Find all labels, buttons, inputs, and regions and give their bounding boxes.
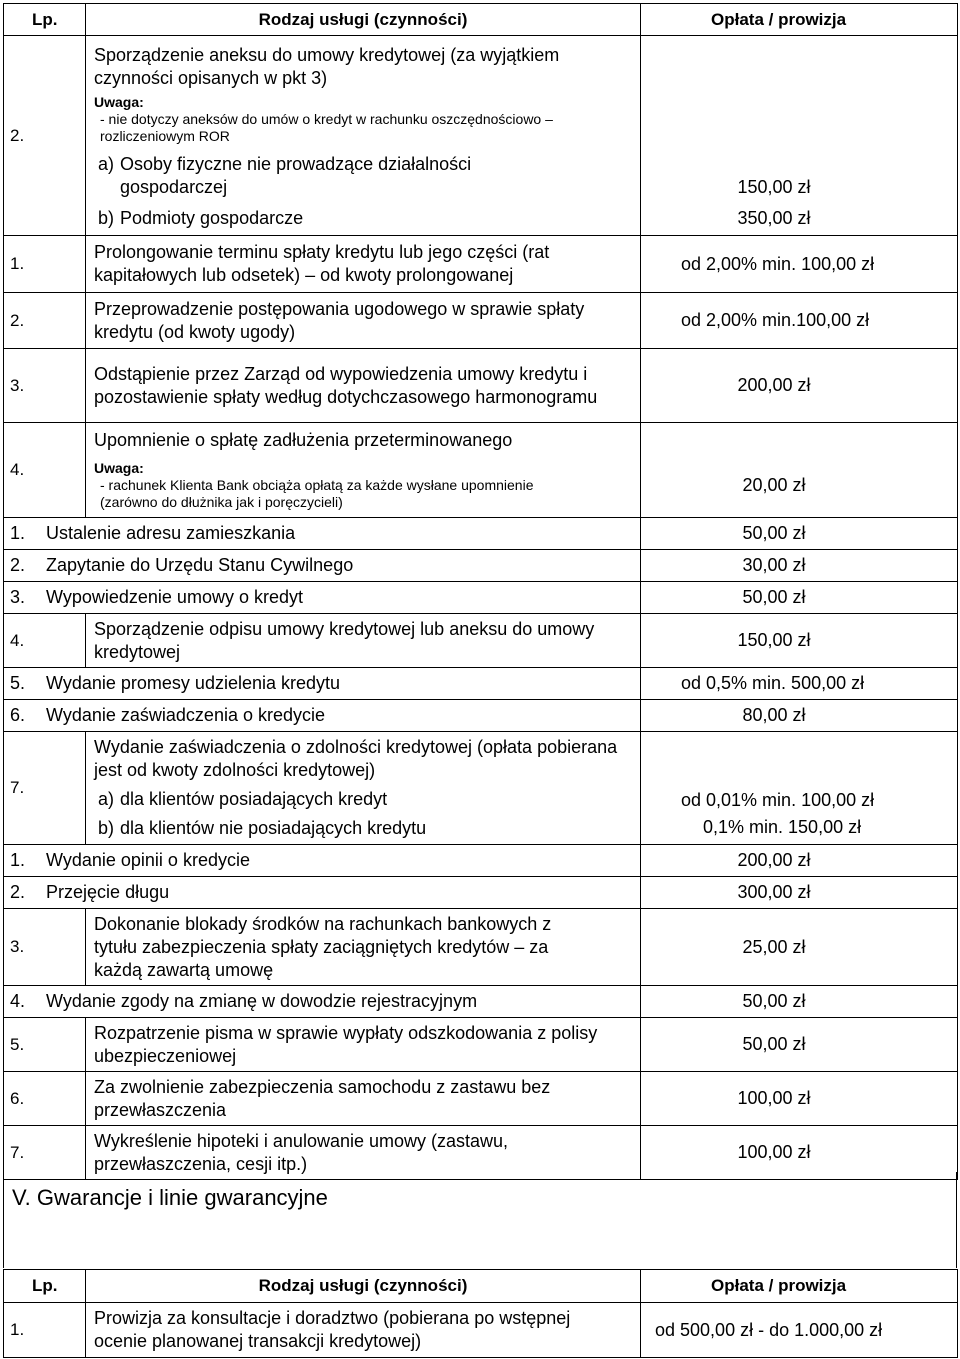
- service-cell: [4, 518, 641, 550]
- sub-item: [94, 207, 634, 230]
- service-text: Prowizja za konsultacje i doradztwo (pobierana po wstępnej ocenie planowanej transakcji kredytowej): [86, 1303, 641, 1358]
- sub-item: [94, 788, 634, 811]
- service-text: Za zwolnienie zabezpieczenia samochodu z zastawu bez przewłaszczenia: [86, 1072, 641, 1126]
- sub-item-mark: a): [98, 153, 115, 174]
- sub-item-text: Podmioty gospodarcze: [120, 207, 304, 228]
- note-block: [94, 460, 634, 511]
- service-cell: [86, 36, 641, 236]
- header-service: Rodzaj usługi (czynności): [86, 1270, 641, 1303]
- table-row: [4, 668, 958, 700]
- row-number: 1.: [10, 523, 26, 543]
- row-number: 2.: [4, 293, 86, 349]
- service-text: Odstąpienie przez Zarząd od wypowiedzenia umowy kredytu i pozostawienie spłaty według dotychczasowego harmonogramu: [86, 349, 641, 423]
- fee-value: 350,00 zł: [737, 208, 811, 228]
- sub-item-text: dla klientów nie posiadających kredytu: [120, 818, 427, 838]
- table-header-row: [4, 4, 958, 36]
- header-lp: Lp.: [4, 4, 86, 36]
- table-row: [4, 909, 958, 986]
- fee-value: 25,00 zł: [641, 909, 958, 986]
- table-row: [4, 732, 958, 845]
- table-row: [4, 1303, 958, 1358]
- header-service: Rodzaj usługi (czynności): [86, 4, 641, 36]
- row-number: 7.: [4, 732, 86, 845]
- row-number: 1.: [4, 1303, 86, 1358]
- row-number: 6.: [4, 1072, 86, 1126]
- fee-value: 200,00 zł: [641, 349, 958, 423]
- fees-table-guarantees: [3, 1269, 958, 1358]
- note-item: - rachunek Klienta Bank obciąża opłatą za każde wysłane upomnienie (zarówno do dłużnika jak i poręczycieli): [100, 477, 534, 510]
- service-cell: [86, 732, 641, 845]
- fee-value: od 0,01% min. 100,00 zł: [681, 790, 875, 810]
- fee-value: 150,00 zł: [737, 177, 811, 197]
- sub-item-text: dla klientów posiadających kredyt: [120, 789, 388, 809]
- row-number: 1.: [4, 236, 86, 293]
- fee-value: 30,00 zł: [641, 550, 958, 582]
- row-number: 4.: [4, 614, 86, 668]
- table-row: [4, 1018, 958, 1072]
- fee-value: 300,00 zł: [641, 877, 958, 909]
- service-cell: [4, 845, 641, 877]
- table-row: [4, 582, 958, 614]
- fee-value: od 0,5% min. 500,00 zł: [641, 668, 958, 700]
- sub-item-mark: a): [98, 789, 115, 809]
- service-text: Wydanie opinii o kredycie: [46, 850, 250, 870]
- fee-cell: [641, 36, 958, 236]
- table-row: [4, 1072, 958, 1126]
- service-cell: [86, 423, 641, 518]
- row-number: 2.: [10, 882, 26, 902]
- row-number: 5.: [10, 673, 26, 693]
- table-row: [4, 700, 958, 732]
- fee-value: 50,00 zł: [641, 582, 958, 614]
- service-cell: [4, 877, 641, 909]
- row-number: 3.: [4, 349, 86, 423]
- row-number: 6.: [10, 705, 26, 725]
- table-header-row: [4, 1270, 958, 1303]
- note-item: - nie dotyczy aneksów do umów o kredyt w rachunku oszczędnościowo – rozliczeniowym ROR: [100, 110, 553, 144]
- service-text: Wydanie promesy udzielenia kredytu: [46, 673, 341, 693]
- fee-value: 80,00 zł: [641, 700, 958, 732]
- fee-value: 100,00 zł: [641, 1072, 958, 1126]
- row-number: 4.: [10, 991, 26, 1011]
- sub-item-mark: b): [98, 207, 115, 228]
- service-text: Sporządzenie odpisu umowy kredytowej lub aneksu do umowy kredytowej: [86, 614, 641, 668]
- service-cell: [4, 986, 641, 1018]
- service-text: Prolongowanie terminu spłaty kredytu lub jego części (rat kapitałowych lub odsetek) – od kwoty prolongowanej: [86, 236, 641, 293]
- table-row: [4, 36, 958, 236]
- sub-item-mark: b): [98, 818, 115, 838]
- service-text: Zapytanie do Urzędu Stanu Cywilnego: [46, 555, 354, 575]
- table-row: [4, 293, 958, 349]
- header-fee: Opłata / prowizja: [641, 4, 958, 36]
- fee-value: 50,00 zł: [641, 1018, 958, 1072]
- fee-value: 100,00 zł: [641, 1126, 958, 1180]
- service-text: Wypowiedzenie umowy o kredyt: [46, 587, 303, 607]
- service-title: Sporządzenie aneksu do umowy kredytowej (za wyjątkiem czynności opisanych w pkt 3): [94, 44, 560, 88]
- fee-value: od 2,00% min. 100,00 zł: [641, 236, 958, 293]
- sub-item-text: Osoby fizyczne nie prowadzące działalności gospodarczej: [120, 153, 472, 197]
- table-row: [4, 349, 958, 423]
- service-text: Wydanie zaświadczenia o kredycie: [46, 705, 326, 725]
- service-text: Przeprowadzenie postępowania ugodowego w sprawie spłaty kredytu (od kwoty ugody): [86, 293, 641, 349]
- note-label: Uwaga:: [94, 460, 144, 476]
- service-text: Wykreślenie hipoteki i anulowanie umowy (zastawu, przewłaszczenia, cesji itp.): [86, 1126, 641, 1180]
- row-number: 4.: [4, 423, 86, 518]
- row-number: 7.: [4, 1126, 86, 1180]
- note-block: [94, 94, 634, 145]
- sub-item: [94, 153, 634, 199]
- fee-value: 150,00 zł: [641, 614, 958, 668]
- fee-value: 200,00 zł: [641, 845, 958, 877]
- service-cell: [4, 668, 641, 700]
- fee-value: od 2,00% min.100,00 zł: [641, 293, 958, 349]
- service-cell: [4, 550, 641, 582]
- row-number: 2.: [10, 555, 26, 575]
- fee-value: 50,00 zł: [641, 518, 958, 550]
- service-cell: [4, 700, 641, 732]
- table-row: [4, 236, 958, 293]
- table-row: [4, 614, 958, 668]
- sub-item: [94, 817, 634, 840]
- service-text: Ustalenie adresu zamieszkania: [46, 523, 296, 543]
- service-title: Upomnienie o spłatę zadłużenia przeterminowanego: [94, 430, 513, 450]
- table-row: [4, 877, 958, 909]
- table-row: [4, 845, 958, 877]
- service-text: Rozpatrzenie pisma w sprawie wypłaty odszkodowania z polisy ubezpieczeniowej: [86, 1018, 641, 1072]
- service-text: Przejęcie długu: [46, 882, 170, 902]
- note-label: Uwaga:: [94, 93, 144, 110]
- table-row: [4, 986, 958, 1018]
- row-number: 1.: [10, 850, 26, 870]
- service-cell: [4, 582, 641, 614]
- header-fee: Opłata / prowizja: [641, 1270, 958, 1303]
- fee-value: 20,00 zł: [641, 423, 958, 518]
- service-text: Dokonanie blokady środków na rachunkach bankowych z tytułu zabezpieczenia spłaty zaciągniętych kredytów – za każdą zawartą umowę: [86, 909, 641, 986]
- row-number: 3.: [10, 587, 26, 607]
- fee-value: od 500,00 zł - do 1.000,00 zł: [641, 1303, 958, 1358]
- row-number: 3.: [4, 909, 86, 986]
- table-row: [4, 518, 958, 550]
- fee-value: 50,00 zł: [641, 986, 958, 1018]
- header-lp: Lp.: [4, 1270, 86, 1303]
- service-title: Wydanie zaświadczenia o zdolności kredytowej (opłata pobierana jest od kwoty zdolności kredytowej): [94, 737, 618, 780]
- fee-value: 0,1% min. 150,00 zł: [703, 817, 862, 837]
- section-title: V. Gwarancje i linie gwarancyjne: [12, 1185, 328, 1210]
- table-row: [4, 550, 958, 582]
- service-text: Wydanie zgody na zmianę w dowodzie rejestracyjnym: [46, 991, 478, 1011]
- row-number: 2.: [4, 36, 86, 236]
- row-number: 5.: [4, 1018, 86, 1072]
- fees-table-main: [3, 3, 958, 1180]
- table-row: [4, 423, 958, 518]
- fee-cell: [641, 732, 958, 845]
